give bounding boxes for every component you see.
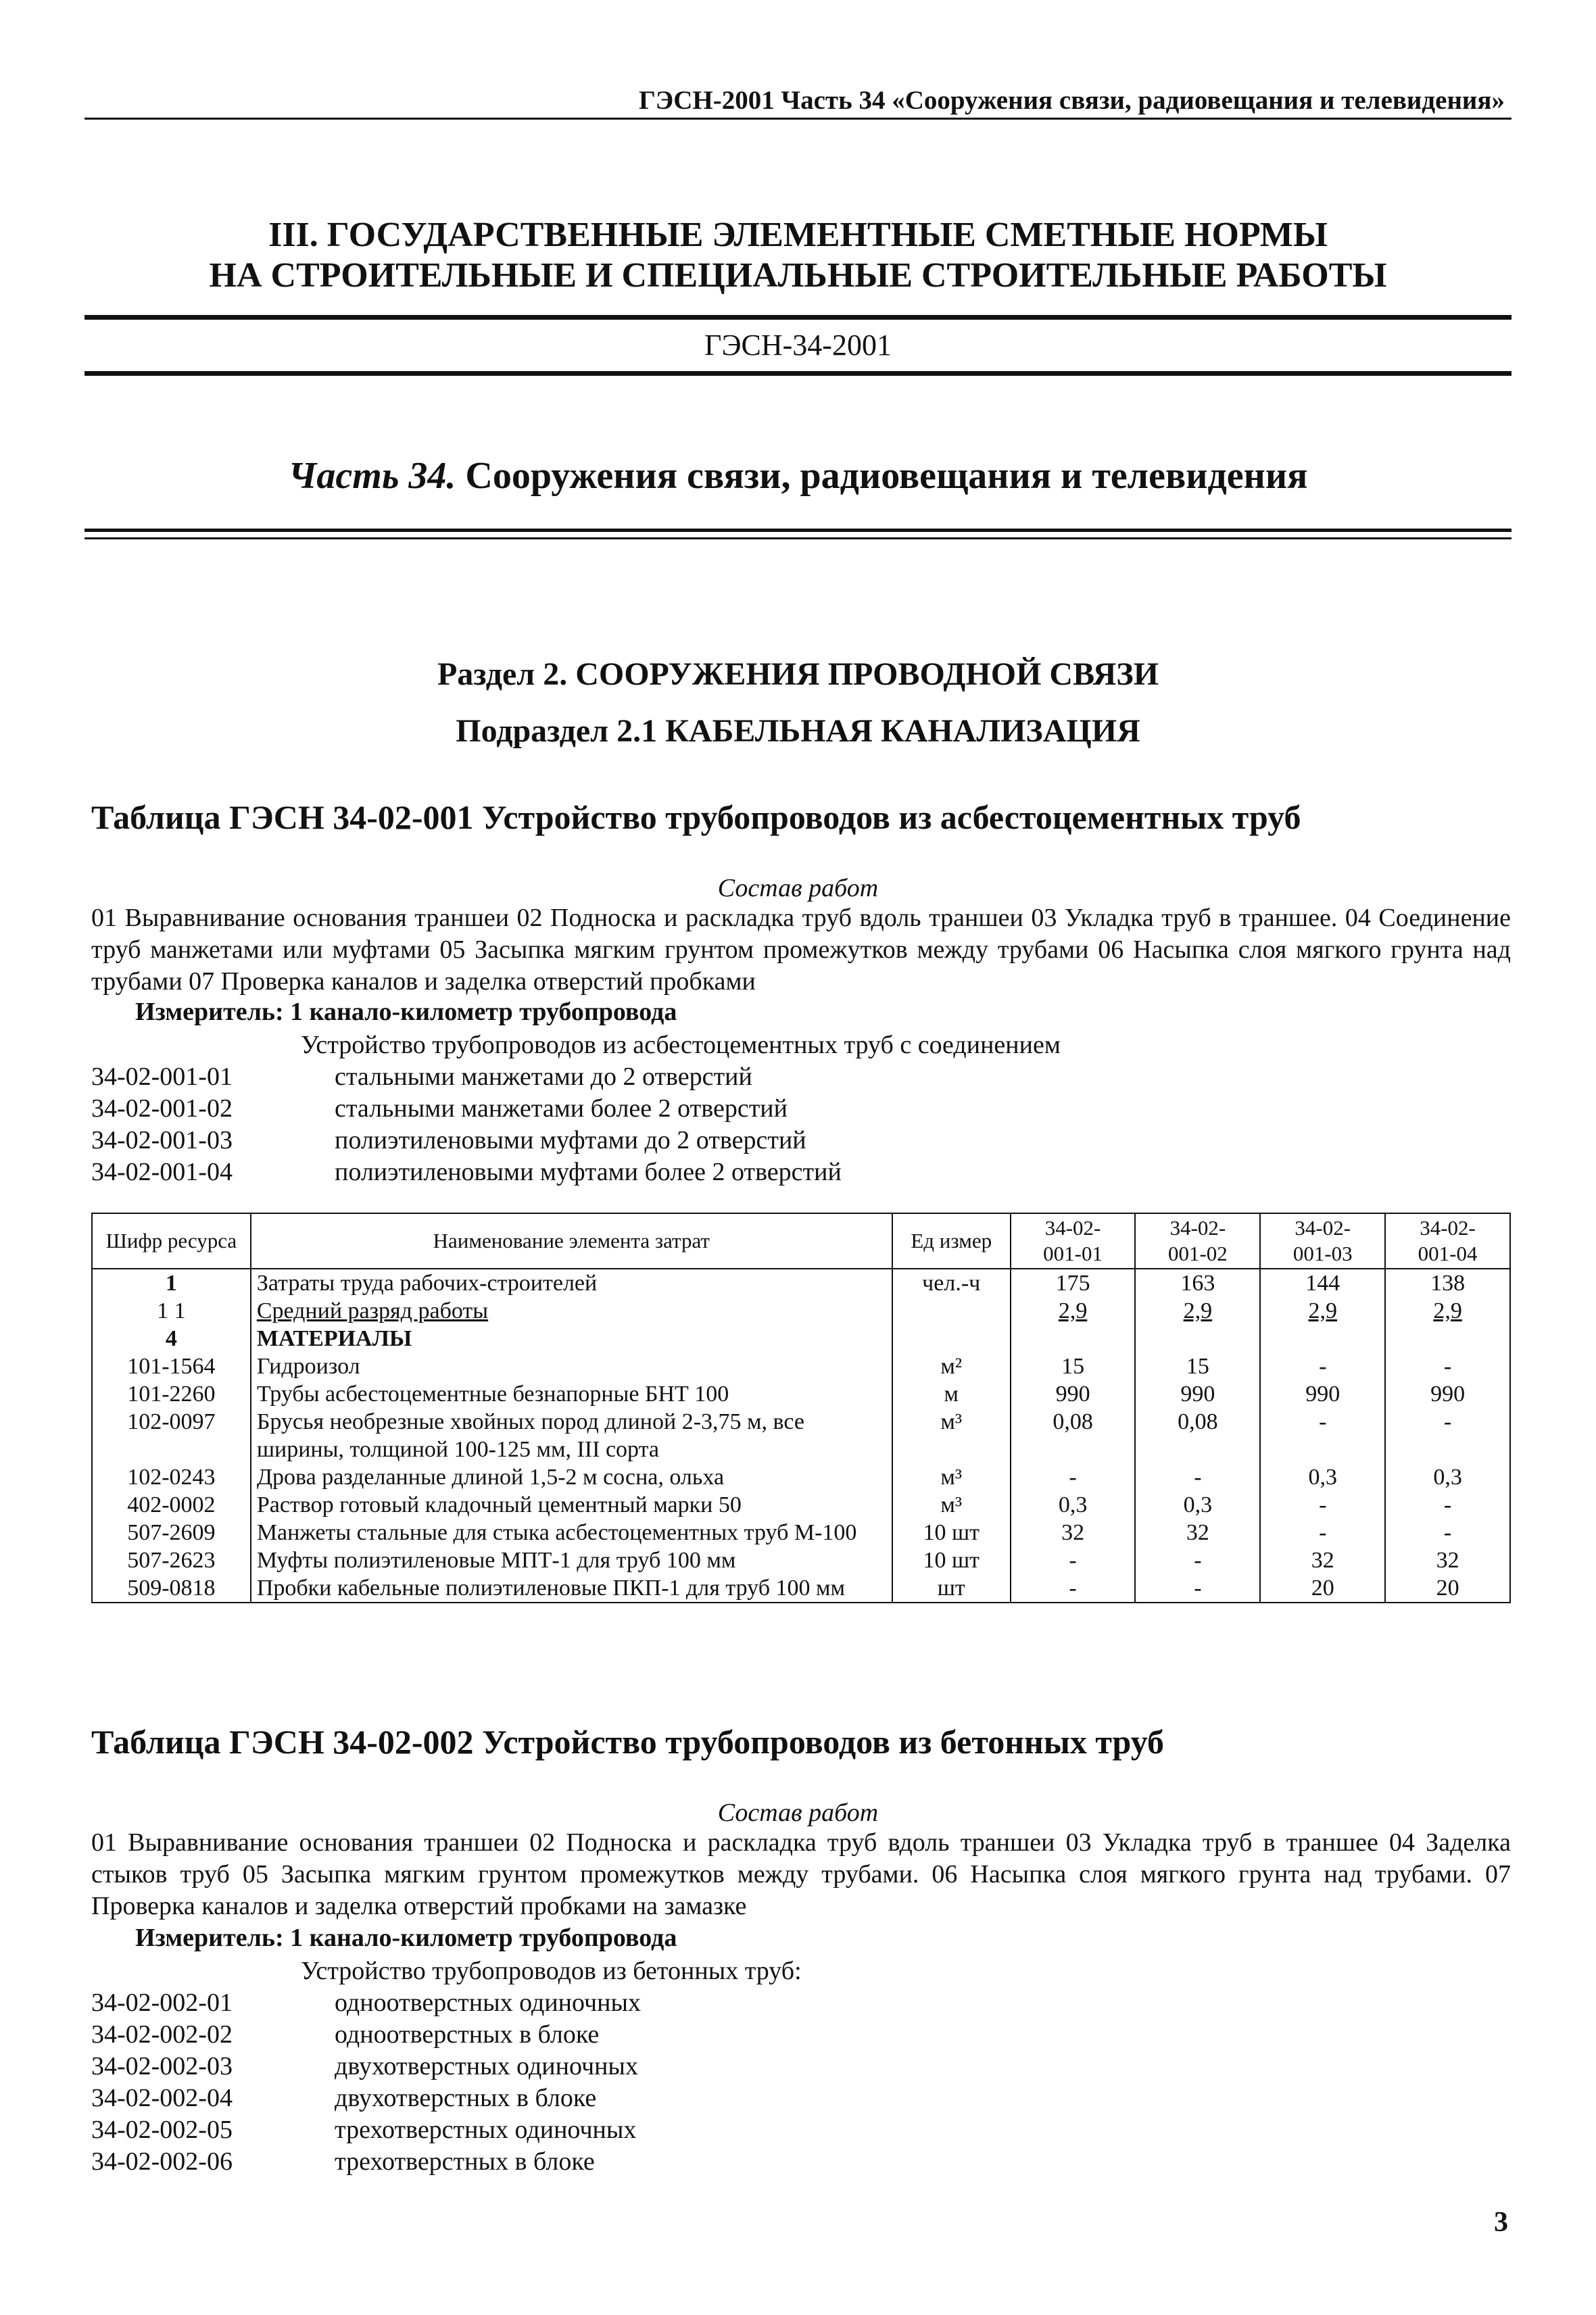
col-norm3-header: 34-02- 001-03 [1260, 1213, 1385, 1269]
part-name: Сооружения связи, радиовещания и телевидения [465, 455, 1308, 497]
cell-value [1135, 1325, 1260, 1353]
cell-value: - [1385, 1491, 1510, 1519]
cell-value: 163 [1135, 1269, 1260, 1297]
table2-sostav-text: 01 Выравнивание основания траншеи 02 Подноска и раскладка труб вдоль траншеи 03 Укладка труб в траншее 04 Заделка стыков труб 05 Засыпка мягким грунтом промежутков между трубами. 06 Насыпка слоя мягкого грунта над трубами. 07 Проверка каналов и заделка отверстий пробками на замазке [91, 1828, 1511, 1920]
col-code-header: Шифр ресурса [92, 1213, 251, 1269]
norm-text: двухотверстных в блоке [335, 2084, 597, 2112]
cell-value: 144 [1260, 1269, 1385, 1297]
code-title: ГЭСН-34-2001 [704, 328, 892, 362]
norm-text: стальными манжетами более 2 отверстий [335, 1094, 788, 1123]
cell-value [1385, 1325, 1510, 1353]
table-row [92, 1408, 1510, 1463]
cell-unit: м [892, 1380, 1011, 1408]
norm-row [91, 1157, 842, 1189]
cell-unit: шт [892, 1574, 1011, 1603]
cell-value: 990 [1011, 1380, 1136, 1408]
cell-value: 2,9 [1135, 1297, 1260, 1325]
table-row [92, 1325, 1510, 1353]
cell-name: Трубы асбестоцементные безнапорные БНТ 100 [251, 1380, 892, 1408]
norm-code: 34-02-001-01 [91, 1063, 233, 1091]
header-rule [84, 118, 1512, 120]
cell-value: 32 [1135, 1519, 1260, 1546]
cell-value: 20 [1260, 1574, 1385, 1603]
col-norm4-header: 34-02- 001-04 [1385, 1213, 1510, 1269]
cell-name: Пробки кабельные полиэтиленовые ПКП-1 для труб 100 мм [251, 1574, 892, 1603]
norm-text: одноотверстных одиночных [335, 1989, 642, 2017]
cell-code: 507-2623 [92, 1546, 251, 1574]
cell-code: 509-0818 [92, 1574, 251, 1603]
cell-value: - [1260, 1491, 1385, 1519]
norm-row [91, 2083, 596, 2115]
table-row [92, 1519, 1510, 1546]
running-header: ГЭСН-2001 Часть 34 «Сооружения связи, радиовещания и телевидения» [638, 86, 1505, 115]
cell-value: 15 [1135, 1353, 1260, 1380]
resource-table-body [92, 1269, 1510, 1603]
table1-measure: Измеритель: 1 канало-километр трубопровода [135, 998, 677, 1026]
table-row [92, 1353, 1510, 1380]
norm-text: трехотверстных одиночных [335, 2116, 637, 2144]
cell-value: 990 [1260, 1380, 1385, 1408]
table-row [92, 1269, 1510, 1297]
cell-value: 0,08 [1135, 1408, 1260, 1463]
cell-unit [892, 1297, 1011, 1325]
cell-unit: 10 шт [892, 1519, 1011, 1546]
norm-text: полиэтиленовыми муфтами более 2 отверстий [335, 1158, 842, 1186]
cell-unit: м³ [892, 1408, 1011, 1463]
cell-unit: чел.-ч [892, 1269, 1011, 1297]
cell-unit: м² [892, 1353, 1011, 1380]
table-row [92, 1574, 1510, 1603]
cell-value: 138 [1385, 1269, 1510, 1297]
table-header-row [92, 1213, 1510, 1269]
norm-code: 34-02-001-02 [91, 1094, 233, 1123]
section-rule-top [84, 315, 1512, 320]
cell-unit: м³ [892, 1463, 1011, 1491]
podrazdel-title: Подраздел 2.1 КАБЕЛЬНАЯ КАНАЛИЗАЦИЯ [456, 713, 1140, 749]
cell-value: 0,08 [1011, 1408, 1136, 1463]
cell-value: 0,3 [1260, 1463, 1385, 1491]
norm-text: стальными манжетами до 2 отверстий [335, 1063, 752, 1091]
section-title-line-1: III. ГОСУДАРСТВЕННЫЕ ЭЛЕМЕНТНЫЕ СМЕТНЫЕ НОРМЫ [268, 216, 1328, 254]
page-number: 3 [1494, 2207, 1508, 2238]
cell-value: 32 [1260, 1546, 1385, 1574]
col-name-header: Наименование элемента затрат [251, 1213, 892, 1269]
cell-code: 402-0002 [92, 1491, 251, 1519]
cell-value: 2,9 [1260, 1297, 1385, 1325]
cell-value: - [1260, 1519, 1385, 1546]
cell-value: - [1260, 1353, 1385, 1380]
cell-value: - [1011, 1463, 1136, 1491]
section-title-line-2: НА СТРОИТЕЛЬНЫЕ И СПЕЦИАЛЬНЫЕ СТРОИТЕЛЬНЫЕ РАБОТЫ [209, 256, 1387, 295]
cell-value: 2,9 [1011, 1297, 1136, 1325]
cell-name: Брусья необрезные хвойных пород длиной 2-3,75 м, все ширины, толщиной 100-125 мм, III сорта [251, 1408, 892, 1463]
norm-row [91, 1094, 788, 1125]
cell-name: Дрова разделанные длиной 1,5-2 м сосна, ольха [251, 1463, 892, 1491]
cell-code: 4 [92, 1325, 251, 1353]
cell-unit [892, 1325, 1011, 1353]
cell-unit: м³ [892, 1491, 1011, 1519]
cell-value: 175 [1011, 1269, 1136, 1297]
cell-code: 1 1 [92, 1297, 251, 1325]
cell-value: 20 [1385, 1574, 1510, 1603]
norm-row [91, 1125, 806, 1157]
resource-table [91, 1213, 1511, 1603]
norm-row [91, 1062, 752, 1094]
code-rule-bottom [84, 371, 1512, 376]
cell-value: - [1135, 1463, 1260, 1491]
norm-text: полиэтиленовыми муфтами до 2 отверстий [335, 1126, 806, 1154]
cell-value: - [1260, 1408, 1385, 1463]
part-title [84, 454, 1512, 497]
cell-value: - [1135, 1574, 1260, 1603]
cell-value [1011, 1325, 1136, 1353]
cell-value: - [1385, 1519, 1510, 1546]
cell-name: Раствор готовый кладочный цементный марки 50 [251, 1491, 892, 1519]
cell-value: - [1385, 1353, 1510, 1380]
table-row [92, 1546, 1510, 1574]
table2-intro: Устройство трубопроводов из бетонных труб: [301, 1957, 802, 1985]
norm-code: 34-02-002-05 [91, 2116, 233, 2144]
cell-value: 990 [1385, 1380, 1510, 1408]
norm-code: 34-02-001-04 [91, 1158, 233, 1186]
part-rule-2 [84, 537, 1512, 539]
table-row [92, 1297, 1510, 1325]
part-label: Часть 34. [288, 455, 456, 497]
cell-code: 507-2609 [92, 1519, 251, 1546]
cell-value: - [1011, 1574, 1136, 1603]
cell-value: 32 [1011, 1519, 1136, 1546]
cell-name: Средний разряд работы [251, 1297, 892, 1325]
cell-name: Манжеты стальные для стыка асбестоцементных труб М-100 [251, 1519, 892, 1546]
norm-code: 34-02-002-01 [91, 1989, 233, 2017]
cell-name: Муфты полиэтиленовые МПТ-1 для труб 100 мм [251, 1546, 892, 1574]
col-norm1-header: 34-02- 001-01 [1011, 1213, 1136, 1269]
table1-sostav-text: 01 Выравнивание основания траншеи 02 Подноска и раскладка труб вдоль траншеи 03 Укладка труб в траншее. 04 Соединение труб манжетами или муфтами 05 Засыпка мягким грунтом промежутков между трубами 06 Насыпка слоя мягкого грунта над трубами 07 Проверка каналов и заделка отверстий пробками [91, 904, 1511, 996]
cell-value: 15 [1011, 1353, 1136, 1380]
table1-heading: Таблица ГЭСН 34-02-001 Устройство трубопроводов из асбестоцементных труб [91, 798, 1301, 836]
norm-text: двухотверстных одиночных [335, 2052, 638, 2080]
norm-code: 34-02-002-03 [91, 2052, 233, 2080]
table2-sostav-label: Состав работ [717, 1799, 879, 1827]
cell-name: Гидроизол [251, 1353, 892, 1380]
norm-code: 34-02-001-03 [91, 1126, 233, 1154]
norm-code: 34-02-002-06 [91, 2147, 233, 2176]
norm-row [91, 2115, 636, 2147]
norm-code: 34-02-002-02 [91, 2020, 233, 2049]
cell-code: 102-0097 [92, 1408, 251, 1463]
cell-value: - [1385, 1408, 1510, 1463]
norm-row [91, 2051, 638, 2083]
cell-code: 102-0243 [92, 1463, 251, 1491]
cell-value: 990 [1135, 1380, 1260, 1408]
cell-value: - [1135, 1546, 1260, 1574]
cell-code: 101-2260 [92, 1380, 251, 1408]
table-row [92, 1491, 1510, 1519]
cell-unit: 10 шт [892, 1546, 1011, 1574]
norm-text: трехотверстных в блоке [335, 2147, 595, 2176]
table2-heading: Таблица ГЭСН 34-02-002 Устройство трубопроводов из бетонных труб [91, 1723, 1165, 1761]
cell-code: 1 [92, 1269, 251, 1297]
cell-name: Затраты труда рабочих-строителей [251, 1269, 892, 1297]
razdel-title: Раздел 2. СООРУЖЕНИЯ ПРОВОДНОЙ СВЯЗИ [437, 656, 1159, 692]
table-row [92, 1380, 1510, 1408]
norm-row [91, 2020, 599, 2051]
col-norm2-header: 34-02- 001-02 [1135, 1213, 1260, 1269]
table2-measure: Измеритель: 1 канало-километр трубопровода [135, 1924, 677, 1952]
norm-text: одноотверстных в блоке [335, 2020, 600, 2049]
table1-sostav-label: Состав работ [717, 874, 879, 902]
cell-value: 32 [1385, 1546, 1510, 1574]
norm-code: 34-02-002-04 [91, 2084, 233, 2112]
cell-value: 2,9 [1385, 1297, 1510, 1325]
cell-code: 101-1564 [92, 1353, 251, 1380]
table-row [92, 1463, 1510, 1491]
cell-value: 0,3 [1135, 1491, 1260, 1519]
part-rule-1 [84, 529, 1512, 532]
norm-row [91, 1988, 641, 2020]
norm-row [91, 2147, 595, 2178]
cell-value: 0,3 [1385, 1463, 1510, 1491]
cell-name: МАТЕРИАЛЫ [251, 1325, 892, 1353]
cell-value: - [1011, 1546, 1136, 1574]
table1-intro: Устройство трубопроводов из асбестоцементных труб с соединением [301, 1031, 1061, 1059]
col-unit-header: Ед измер [892, 1213, 1011, 1269]
cell-value [1260, 1325, 1385, 1353]
cell-value: 0,3 [1011, 1491, 1136, 1519]
